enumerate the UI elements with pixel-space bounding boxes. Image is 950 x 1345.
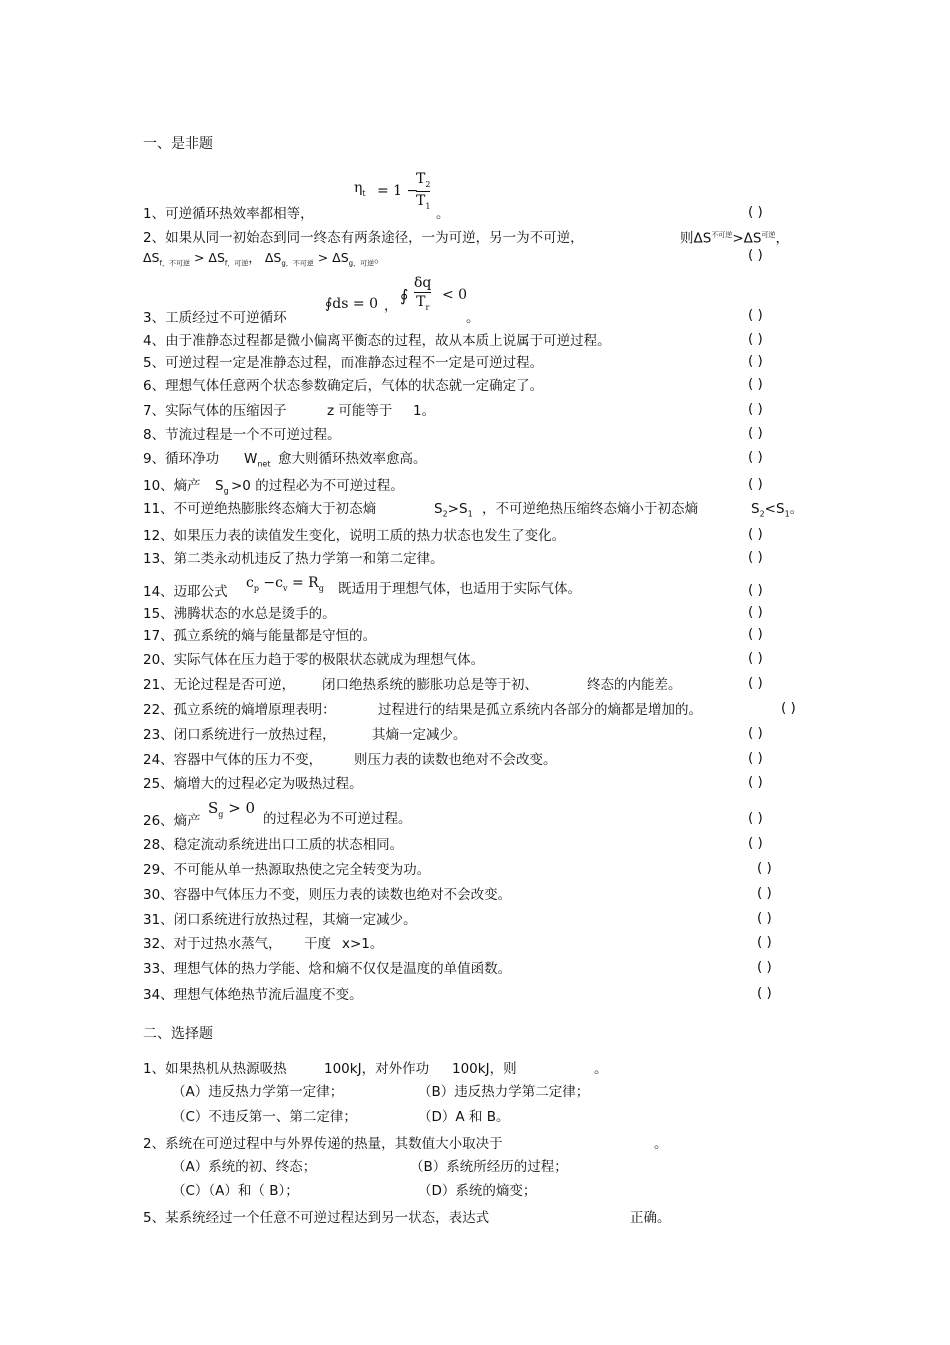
question-2-entropy-relations: $\Delta S_{f,不可逆} > \Delta S_{f,可逆}$， $\Delta S_{g,不可逆} > \Delta S_{g,可逆}$。 [143, 250, 387, 268]
question-1: 1、可逆循环热效率都相等， [143, 206, 314, 222]
fraction-dq-tr: δq $T_r$ [414, 275, 432, 312]
choice-option[interactable]: （C）不违反第一、第二定律； [172, 1109, 357, 1125]
answer-blank[interactable]: ( ) [748, 449, 763, 465]
answer-blank[interactable]: ( ) [748, 604, 763, 620]
question-9: 9、循环净功 [143, 451, 220, 467]
choice-option[interactable]: （D）系统的熵变； [418, 1183, 537, 1199]
choice-question-1-work: 100kJ，则 [452, 1061, 517, 1077]
question-22: 22、孤立系统的熵增原理表明： [143, 702, 336, 718]
answer-blank[interactable]: ( ) [748, 307, 763, 323]
question-11: 11、不可逆绝热膨胀终态熵大于初态熵 [143, 501, 377, 517]
question-29: 29、不可能从单一热源取热使之完全转变为功。 [143, 862, 431, 878]
choice-option[interactable]: （B）系统所经历的过程； [410, 1159, 568, 1175]
question-21-tail: 终态的内能差。 [587, 677, 682, 693]
choice-question-5: 5、某系统经过一个任意不可逆过程达到另一状态，表达式 [143, 1210, 490, 1226]
question-26: 26、熵产 [143, 813, 201, 829]
question-2-condition: 则$\Delta S^{不可逆}>\Delta S^{可逆}$， [680, 230, 789, 247]
answer-blank[interactable]: ( ) [748, 376, 763, 392]
question-25: 25、熵增大的过程必定为吸热过程。 [143, 776, 363, 792]
choice-option[interactable]: （C）（A）和（ B）； [172, 1183, 299, 1199]
answer-blank[interactable]: ( ) [748, 835, 763, 851]
question-24: 24、容器中气体的压力不变， [143, 752, 323, 768]
question-7-value: 1。 [413, 403, 436, 419]
answer-blank[interactable]: ( ) [748, 725, 763, 741]
eta-symbol: $\eta_t$ [354, 180, 366, 198]
question-3-tail: 。 [466, 310, 480, 326]
answer-blank[interactable]: ( ) [748, 626, 763, 642]
question-26-tail: 的过程必为不可逆过程。 [263, 811, 412, 827]
question-10-sg: $S_g$ [215, 478, 229, 496]
question-10: 10、熵产 [143, 478, 201, 494]
question-14-tail: 既适用于理想气体，也适用于实际气体。 [338, 581, 581, 597]
formula-oint-symbol: ∮ [400, 286, 409, 305]
answer-blank[interactable]: ( ) [748, 476, 763, 492]
answer-blank[interactable]: ( ) [748, 247, 763, 263]
answer-blank[interactable]: ( ) [757, 885, 772, 901]
formula-oint-ds: ∮ds = 0 [325, 296, 378, 312]
question-32-mid: 干度 [304, 936, 331, 952]
answer-blank[interactable]: ( ) [748, 810, 763, 826]
answer-blank[interactable]: ( ) [748, 750, 763, 766]
question-9-wnet: $W_{net}$ [244, 451, 271, 469]
question-15: 15、沸腾状态的水总是烫手的。 [143, 606, 336, 622]
section-title-judgement: 一、是非题 [143, 136, 213, 152]
question-34: 34、理想气体绝热节流后温度不变。 [143, 987, 363, 1003]
choice-question-2: 2、系统在可逆过程中与外界传递的热量，其数值大小取决于 [143, 1136, 503, 1152]
choice-option[interactable]: （A）系统的初、终态； [172, 1159, 317, 1175]
question-22-tail: 过程进行的结果是孤立系统内各部分的熵都是增加的。 [378, 702, 702, 718]
choice-question-1-tail: 。 [594, 1061, 608, 1077]
answer-blank[interactable]: ( ) [748, 675, 763, 691]
question-24-tail: 则压力表的读数也绝对不会改变。 [354, 752, 557, 768]
question-23-tail: 其熵一定减少。 [372, 727, 467, 743]
question-6: 6、理想气体任意两个状态参数确定后，气体的状态就一定确定了。 [143, 378, 544, 394]
choice-option[interactable]: （A）违反热力学第一定律； [172, 1084, 344, 1100]
question-2: 2、如果从同一初始态到同一终态有两条途径，一为可逆，另一为不可逆， [143, 230, 584, 246]
choice-question-1-heat: 100kJ，对外作功 [324, 1061, 430, 1077]
question-14: 14、迈耶公式 [143, 584, 228, 600]
question-32: 32、对于过热水蒸气， [143, 936, 282, 952]
question-20: 20、实际气体在压力趋于零的极限状态就成为理想气体。 [143, 652, 485, 668]
question-4: 4、由于准静态过程都是微小偏离平衡态的过程，故从本质上说属于可逆过程。 [143, 333, 611, 349]
answer-blank[interactable]: ( ) [757, 934, 772, 950]
answer-blank[interactable]: ( ) [748, 526, 763, 542]
question-30: 30、容器中气体压力不变，则压力表的读数也绝对不会改变。 [143, 887, 512, 903]
answer-blank[interactable]: ( ) [757, 910, 772, 926]
question-33: 33、理想气体的热力学能、焓和熵不仅仅是温度的单值函数。 [143, 961, 512, 977]
formula-sg-gt-zero: $S_g > 0$ [208, 799, 256, 819]
question-7: 7、实际气体的压缩因子 [143, 403, 287, 419]
answer-blank[interactable]: ( ) [748, 401, 763, 417]
question-21: 21、无论过程是否可逆， [143, 677, 296, 693]
answer-blank[interactable]: ( ) [748, 353, 763, 369]
question-11-mid: ，不可逆绝热压缩终态熵小于初态熵 [482, 501, 698, 517]
answer-blank[interactable]: ( ) [757, 985, 772, 1001]
question-1-tail: 。 [436, 206, 450, 222]
question-28: 28、稳定流动系统进出口工质的状态相同。 [143, 837, 404, 853]
question-32-tail: x>1。 [342, 936, 384, 952]
formula-eq-one-minus: = 1 − [377, 183, 419, 199]
answer-blank[interactable]: ( ) [748, 774, 763, 790]
fraction-t2-t1: $T_2$ $T_1$ [416, 171, 431, 211]
answer-blank[interactable]: ( ) [748, 204, 763, 220]
choice-option[interactable]: （B）违反热力学第二定律； [418, 1084, 590, 1100]
choice-question-2-tail: 。 [654, 1136, 668, 1152]
choice-question-1: 1、如果热机从热源吸热 [143, 1061, 287, 1077]
answer-blank[interactable]: ( ) [748, 549, 763, 565]
question-10-tail: >0 的过程必为不可逆过程。 [231, 478, 404, 494]
answer-blank[interactable]: ( ) [757, 860, 772, 876]
answer-blank[interactable]: ( ) [748, 582, 763, 598]
question-11-s2-lt-s1: $S_2<S_1$。 [751, 501, 804, 519]
question-8: 8、节流过程是一个不可逆过程。 [143, 427, 341, 443]
choice-option[interactable]: （D）A 和 B。 [418, 1109, 510, 1125]
answer-blank[interactable]: ( ) [757, 959, 772, 975]
formula-less-than-zero: < 0 [442, 287, 468, 303]
question-5: 5、可逆过程一定是准静态过程，而准静态过程不一定是可逆过程。 [143, 355, 544, 371]
question-3-comma: ， [384, 298, 398, 314]
answer-blank[interactable]: ( ) [748, 331, 763, 347]
question-21-mid: 闭口绝热系统的膨胀功总是等于初、 [322, 677, 538, 693]
question-11-s2-gt-s1: $S_2>S_1$ [434, 501, 473, 519]
question-23: 23、闭口系统进行一放热过程， [143, 727, 336, 743]
choice-question-5-tail: 正确。 [630, 1210, 671, 1226]
question-13: 13、第二类永动机违反了热力学第一和第二定律。 [143, 551, 444, 567]
section-title-choice: 二、选择题 [143, 1026, 213, 1042]
question-7-z: z 可能等于 [327, 403, 393, 419]
answer-blank[interactable]: ( ) [748, 650, 763, 666]
question-9-tail: 愈大则循环热效率愈高。 [278, 451, 427, 467]
formula-mayer: $c_p -c_v = R_g$ [246, 575, 324, 593]
answer-blank[interactable]: ( ) [781, 700, 796, 716]
answer-blank[interactable]: ( ) [748, 425, 763, 441]
question-3: 3、工质经过不可逆循环 [143, 310, 287, 326]
question-17: 17、孤立系统的熵与能量都是守恒的。 [143, 628, 377, 644]
question-31: 31、闭口系统进行放热过程，其熵一定减少。 [143, 912, 417, 928]
question-12: 12、如果压力表的读值发生变化，说明工质的热力状态也发生了变化。 [143, 528, 566, 544]
